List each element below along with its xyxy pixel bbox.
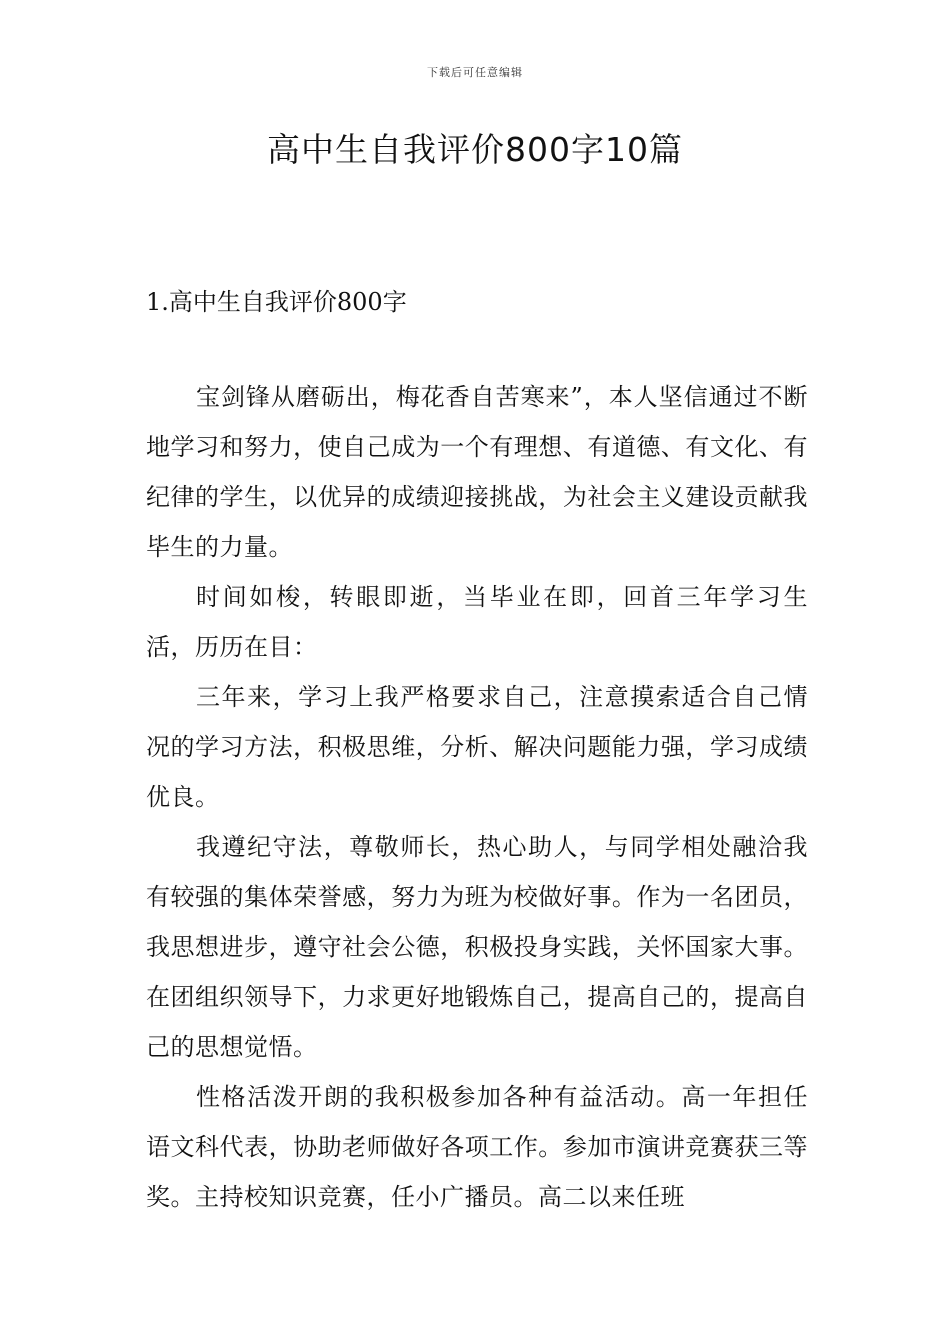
document-body xyxy=(146,372,808,1222)
paragraph-1: 宝剑锋从磨砺出，梅花香自苦寒来”，本人坚信通过不断地学习和努力，使自己成为一个有理想、有道德、有文化、有纪律的学生，以优异的成绩迎接挑战，为社会主义建设贡献我毕生的力量。 xyxy=(146,383,808,561)
paragraph-2: 时间如梭，转眼即逝，当毕业在即，回首三年学习生活，历历在目： xyxy=(146,583,808,661)
paragraph-3: 三年来，学习上我严格要求自己，注意摸索适合自己情况的学习方法，积极思维，分析、解决问题能力强，学习成绩优良。 xyxy=(146,683,808,811)
section-heading: 1.高中生自我评价800字 xyxy=(146,288,407,316)
paragraph-4: 我遵纪守法，尊敬师长，热心助人，与同学相处融洽我有较强的集体荣誉感，努力为班为校做好事。作为一名团员，我思想进步，遵守社会公德，积极投身实践，关怀国家大事。在团组织领导下，力求更好地锻炼自己，提高自己的，提高自己的思想觉悟。 xyxy=(146,833,808,1061)
header-note: 下载后可任意编辑 xyxy=(427,66,523,79)
paragraph-5: 性格活泼开朗的我积极参加各种有益活动。高一年担任语文科代表，协助老师做好各项工作。参加市演讲竞赛获三等奖。主持校知识竞赛，任小广播员。高二以来任班 xyxy=(146,1083,808,1211)
document-title: 高中生自我评价800字10篇 xyxy=(267,130,683,169)
